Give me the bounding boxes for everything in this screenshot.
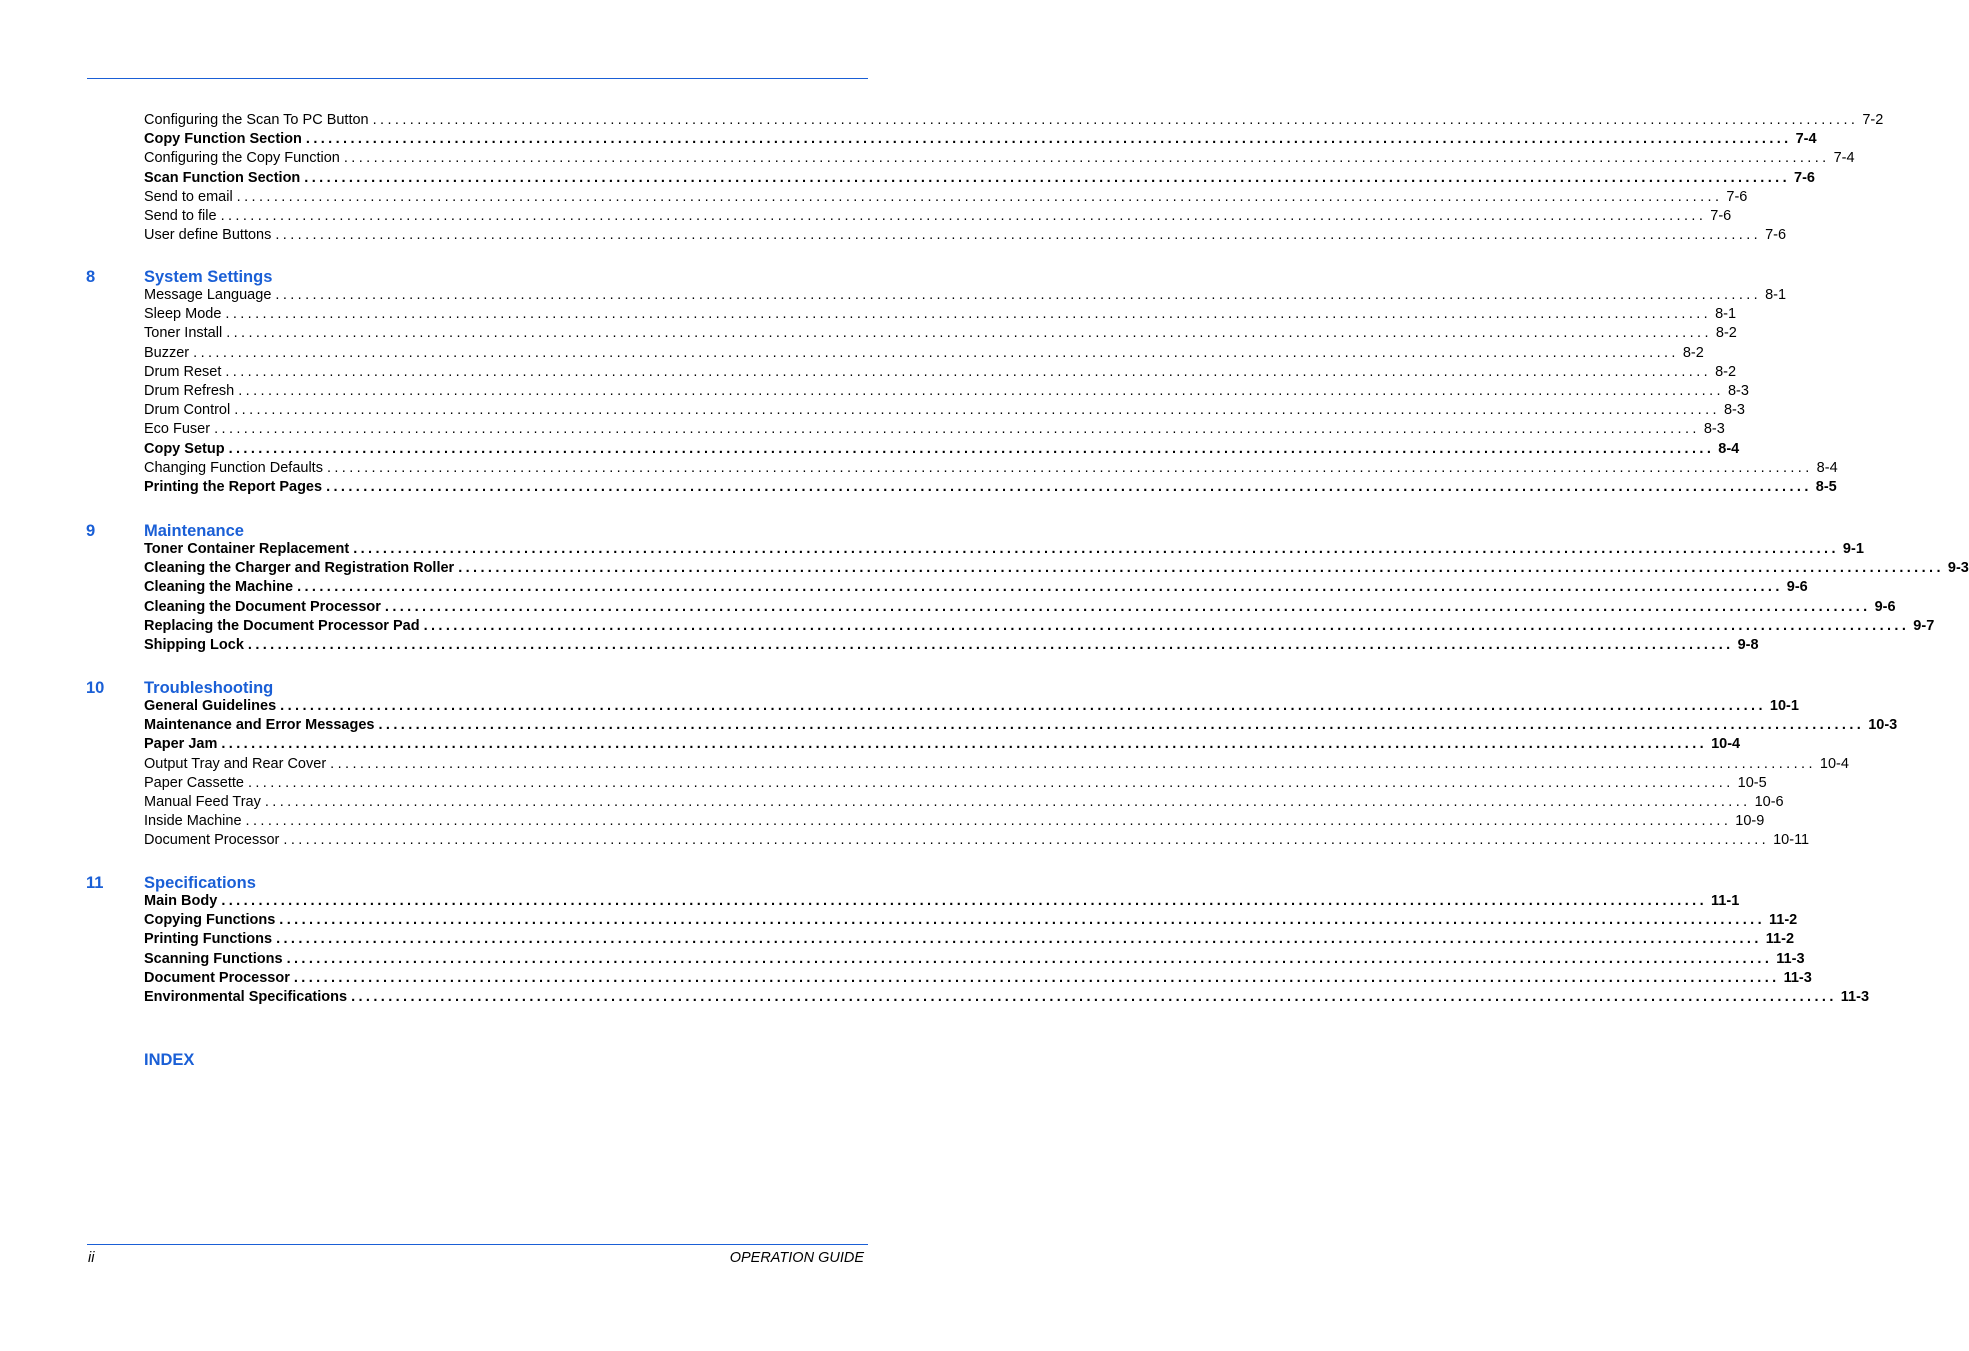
dot-leader: ........................................................................................................................................................................................................ [384, 598, 1871, 615]
toc-entry[interactable] [144, 755, 1849, 774]
toc-entry[interactable] [144, 344, 1704, 363]
toc-entry-title: Scan Function Section [144, 169, 301, 186]
toc-entry[interactable] [144, 559, 1969, 578]
dot-leader: ........................................................................................................................................................................................................ [221, 893, 1708, 909]
dot-leader: ........................................................................................................................................................................................................ [276, 931, 1762, 948]
toc-entry[interactable] [144, 420, 1725, 439]
toc-entry-page: 8-1 [1715, 306, 1737, 323]
dot-leader: ........................................................................................................................................................................................................ [286, 950, 1773, 967]
dot-leader: ........................................................................................................................................................................................................ [343, 150, 1830, 167]
toc-entry-page: 9-7 [1913, 617, 1935, 634]
toc-entry-page: 7-6 [1710, 208, 1732, 224]
toc-entry-page: 10-4 [1711, 736, 1741, 753]
toc-entry-title: Sleep Mode [144, 306, 222, 323]
toc-entry-title: Configuring the Copy Function [144, 150, 340, 167]
toc-entry-title: Toner Install [144, 325, 223, 342]
dot-leader: ........................................................................................................................................................................................................ [305, 131, 1792, 148]
toc-entry[interactable] [144, 401, 1745, 420]
dot-leader: ........................................................................................................................................................................................................ [378, 717, 1865, 734]
chapter-number: 11 [86, 874, 104, 892]
dot-leader: ........................................................................................................................................................................................................ [221, 736, 1708, 753]
toc-entry-title: Maintenance and Error Messages [144, 717, 375, 734]
toc-entry-title: Copying Functions [144, 912, 276, 929]
dot-leader: ........................................................................................................................................................................................................ [326, 479, 1812, 495]
toc-entry-page: 7-4 [1795, 131, 1817, 148]
toc-entry-page: 10-9 [1735, 813, 1765, 830]
toc-entry-page: 8-2 [1682, 344, 1704, 361]
toc-entry[interactable] [144, 382, 1749, 401]
dot-leader: ........................................................................................................................................................................................................ [304, 169, 1791, 186]
chapter-number: 10 [86, 679, 105, 697]
toc-entry[interactable] [144, 697, 1799, 716]
footer-page-number: ii [88, 1250, 95, 1266]
dot-leader: ........................................................................................................................................................................................................ [264, 794, 1751, 810]
toc-entry-page: 7-6 [1765, 227, 1787, 244]
dot-leader: ........................................................................................................................................................................................................ [275, 227, 1762, 244]
toc-entry-title: Changing Function Defaults [144, 459, 323, 476]
toc-entry-page: 10-5 [1737, 774, 1767, 791]
dot-leader: ........................................................................................................................................................................................................ [275, 287, 1762, 303]
toc-entry-page: 10-11 [1773, 832, 1810, 849]
toc-entry[interactable] [144, 169, 1815, 188]
dot-leader: ........................................................................................................................................................................................................ [234, 402, 1720, 419]
dot-leader: ........................................................................................................................................................................................................ [228, 440, 1715, 457]
dot-leader: ........................................................................................................................................................................................................ [330, 755, 1816, 772]
toc-entry-page: 11-3 [1783, 969, 1812, 986]
chapter-title[interactable]: INDEX [144, 1051, 195, 1069]
toc-entry[interactable] [144, 478, 1837, 497]
chapter-title[interactable]: System Settings [144, 268, 273, 286]
toc-entry-title: Printing Functions [144, 931, 273, 948]
toc-entry[interactable] [144, 578, 1808, 597]
toc-entry[interactable] [144, 950, 1805, 969]
toc-entry-title: Cleaning the Charger and Registration Roller [144, 560, 455, 577]
toc-entry-title: User define Buttons [144, 227, 272, 244]
toc-entry[interactable] [144, 617, 1935, 636]
dot-leader: ........................................................................................................................................................................................................ [297, 579, 1783, 596]
toc-entry[interactable] [144, 911, 1798, 930]
toc-entry-title: Document Processor [144, 969, 290, 986]
toc-entry-page: 9-6 [1874, 598, 1896, 615]
dot-leader: ........................................................................................................................................................................................................ [247, 774, 1734, 791]
toc-entry[interactable] [144, 812, 1765, 831]
toc-entry-title: General Guidelines [144, 698, 277, 714]
toc-entry[interactable] [144, 286, 1787, 305]
chapter-number: 8 [86, 268, 96, 286]
dot-leader: ........................................................................................................................................................................................................ [220, 208, 1707, 224]
toc-entry-title: Cleaning the Document Processor [144, 598, 381, 615]
toc-entry-title: Shipping Lock [144, 637, 244, 653]
toc-entry-page: 10-1 [1769, 698, 1799, 714]
toc-entry-page: 7-6 [1794, 169, 1815, 186]
toc-entry-page: 8-2 [1715, 325, 1737, 342]
toc-entry[interactable] [144, 207, 1732, 226]
dot-leader: ........................................................................................................................................................................................................ [245, 813, 1732, 830]
toc-entry-title: Paper Cassette [144, 774, 244, 791]
toc-entry-page: 10-6 [1754, 794, 1784, 810]
toc-entry-page: 8-2 [1715, 363, 1737, 380]
toc-entry-title: Replacing the Document Processor Pad [144, 617, 420, 634]
toc-entry-title: Send to email [144, 188, 233, 205]
toc-entry-title: Printing the Report Pages [144, 479, 323, 495]
dot-leader: ........................................................................................................................................................................................................ [226, 325, 1712, 342]
toc-entry-title: Cleaning the Machine [144, 579, 294, 596]
dot-leader: ........................................................................................................................................................................................................ [351, 989, 1837, 1005]
toc-entry[interactable] [144, 440, 1740, 459]
toc-entry-page: 9-6 [1786, 579, 1808, 596]
toc-entry-page: 9-8 [1737, 637, 1759, 653]
toc-entry[interactable] [144, 831, 1810, 850]
toc-entry[interactable] [144, 130, 1817, 149]
toc-entry[interactable] [144, 188, 1748, 207]
dot-leader: ........................................................................................................................................................................................................ [236, 188, 1723, 205]
dot-leader: ........................................................................................................................................................................................................ [280, 698, 1766, 714]
dot-leader: ........................................................................................................................................................................................................ [193, 344, 1679, 361]
footer-document-title: OPERATION GUIDE [729, 1250, 864, 1266]
toc-entry-page: 7-2 [1862, 112, 1884, 128]
dot-leader: ........................................................................................................................................................................................................ [372, 112, 1859, 128]
toc-entry-page: 8-5 [1815, 479, 1837, 495]
toc-entry-title: Drum Control [144, 402, 231, 419]
chapter-number: 9 [86, 522, 96, 540]
toc-entry-title: Message Language [144, 287, 272, 303]
toc-entry-title: Drum Refresh [144, 383, 235, 399]
toc-entry-page: 8-3 [1723, 402, 1745, 419]
toc-entry[interactable] [144, 930, 1795, 949]
toc-entry[interactable] [144, 324, 1737, 343]
dot-leader: ........................................................................................................................................................................................................ [238, 383, 1724, 399]
toc-entry-title: Eco Fuser [144, 421, 211, 438]
toc-entry-page: 11-3 [1776, 950, 1805, 967]
toc-entry-page: 11-3 [1840, 989, 1870, 1005]
toc-entry[interactable] [144, 226, 1787, 245]
toc-entry-page: 8-3 [1727, 383, 1749, 399]
toc-entry-title: Output Tray and Rear Cover [144, 755, 327, 772]
header-rule [87, 78, 868, 79]
toc-entry-title: Copy Function Section [144, 131, 302, 148]
dot-leader: ........................................................................................................................................................................................................ [283, 832, 1770, 849]
toc-entry-title: Drum Reset [144, 363, 222, 380]
toc-entry[interactable] [144, 598, 1896, 617]
toc-entry-page: 9-3 [1947, 560, 1969, 577]
toc-entry-title: Paper Jam [144, 736, 218, 753]
toc-entry-title: Configuring the Scan To PC Button [144, 112, 369, 128]
toc-entry-title: Toner Container Replacement [144, 541, 350, 557]
toc-entry-title: Inside Machine [144, 813, 242, 830]
dot-leader: ........................................................................................................................................................................................................ [326, 459, 1813, 476]
dot-leader: ........................................................................................................................................................................................................ [247, 637, 1734, 653]
toc-entry[interactable] [144, 988, 1870, 1007]
dot-leader: ........................................................................................................................................................................................................ [225, 363, 1712, 380]
chapter-title[interactable]: Specifications [144, 874, 256, 892]
toc-entry[interactable] [144, 969, 1812, 988]
toc-entry-page: 8-1 [1765, 287, 1787, 303]
toc-entry-title: Environmental Specifications [144, 989, 348, 1005]
toc-entry-page: 11-2 [1769, 912, 1798, 929]
toc-entry[interactable] [144, 111, 1884, 130]
dot-leader: ........................................................................................................................................................................................................ [353, 541, 1839, 557]
toc-entry[interactable] [144, 636, 1759, 655]
toc-entry-page: 11-2 [1765, 931, 1795, 948]
toc-entry-title: Copy Setup [144, 440, 225, 457]
toc-entry-page: 7-6 [1726, 188, 1748, 205]
toc-entry-title: Manual Feed Tray [144, 794, 261, 810]
toc-entry-page: 8-3 [1703, 421, 1725, 438]
chapter-title[interactable]: Maintenance [144, 522, 244, 540]
toc-entry[interactable] [144, 793, 1784, 812]
toc-entry-title: Buzzer [144, 344, 190, 361]
toc-entry[interactable] [144, 735, 1741, 754]
toc-entry-page: 11-1 [1711, 893, 1740, 909]
toc-entry-page: 8-4 [1718, 440, 1740, 457]
toc-entry[interactable] [144, 892, 1740, 911]
toc-entry-page: 7-4 [1833, 150, 1855, 167]
toc-entry[interactable] [144, 305, 1737, 324]
toc-entry[interactable] [144, 540, 1864, 559]
toc-entry-page: 9-1 [1842, 541, 1864, 557]
dot-leader: ........................................................................................................................................................................................................ [458, 560, 1944, 577]
toc-entry-title: Scanning Functions [144, 950, 283, 967]
dot-leader: ........................................................................................................................................................................................................ [279, 912, 1766, 929]
toc-entry[interactable] [144, 716, 1898, 735]
toc-entry[interactable] [144, 149, 1855, 168]
dot-leader: ........................................................................................................................................................................................................ [423, 617, 1910, 634]
toc-entry-page: 10-3 [1868, 717, 1898, 734]
toc-entry-title: Main Body [144, 893, 218, 909]
dot-leader: ........................................................................................................................................................................................................ [225, 306, 1712, 323]
toc-entry-title: Send to file [144, 208, 217, 224]
toc-entry-title: Document Processor [144, 832, 280, 849]
dot-leader: ........................................................................................................................................................................................................ [214, 421, 1700, 438]
toc-entry[interactable] [144, 459, 1838, 478]
toc-entry-page: 8-4 [1816, 459, 1838, 476]
toc-entry-page: 10-4 [1819, 755, 1849, 772]
toc-entry[interactable] [144, 363, 1737, 382]
dot-leader: ........................................................................................................................................................................................................ [293, 969, 1780, 986]
footer-rule [87, 1244, 868, 1245]
chapter-title[interactable]: Troubleshooting [144, 679, 274, 697]
toc-entry[interactable] [144, 774, 1767, 793]
